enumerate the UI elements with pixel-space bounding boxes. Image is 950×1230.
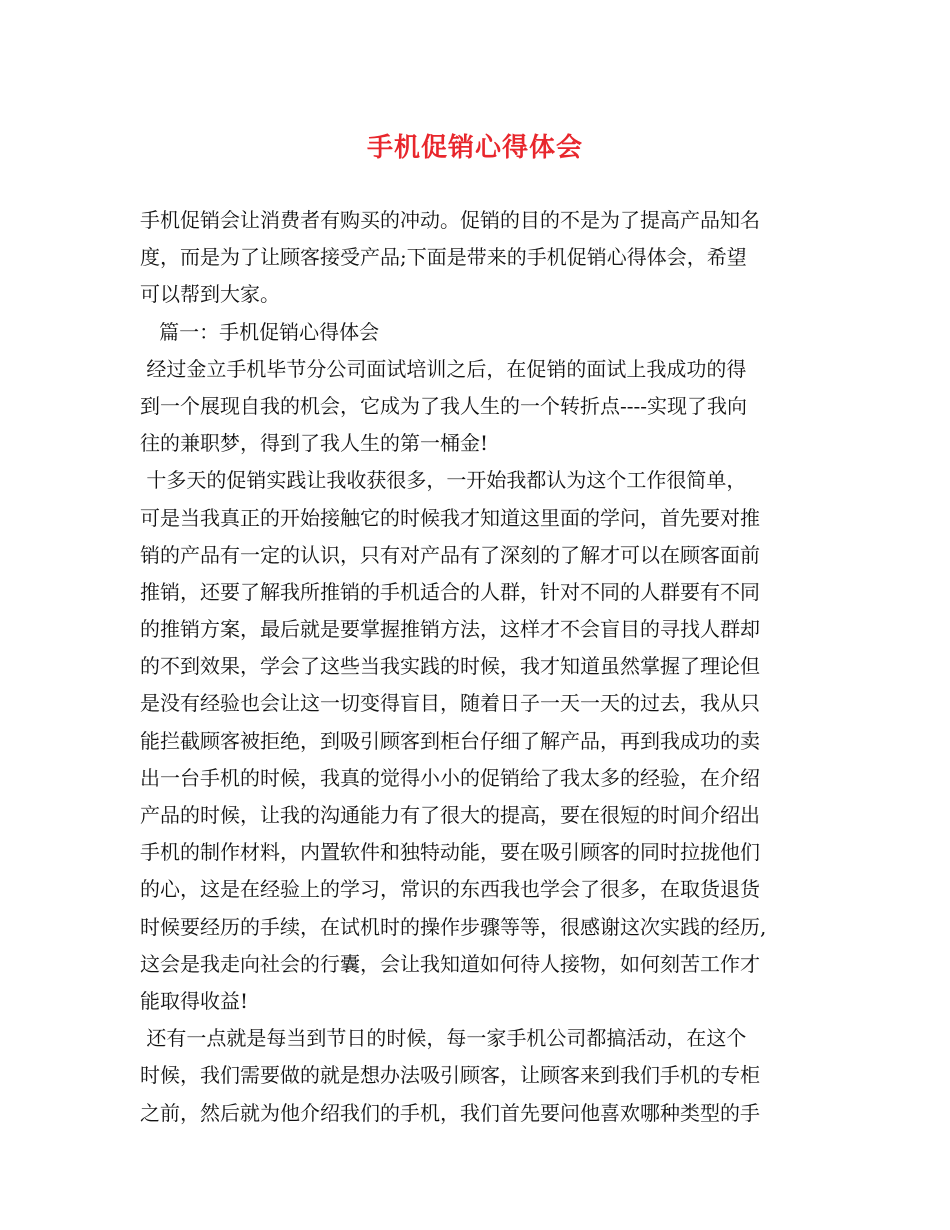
text-line: 的推销方案，最后就是要掌握推销方法，这样才不会盲目的寻找人群却 [140, 617, 760, 642]
section-heading: 篇一：手机促销心得体会 [140, 319, 380, 344]
text-line: 往的兼职梦，得到了我人生的第一桶金! [140, 431, 489, 456]
text-line: 产品的时候，让我的沟通能力有了很大的提高，要在很短的时间介绍出 [140, 803, 760, 827]
text-line: 度，而是为了让顾客接受产品;下面是带来的手机促销心得体会，希望 [140, 245, 747, 270]
text-line: 的心，这是在经验上的学习，常识的东西我也学会了很多，在取货退货 [140, 877, 760, 902]
text-line: 的不到效果，学会了这些当我实践的时候，我才知道虽然掌握了理论但 [140, 654, 760, 679]
text-line: 能取得收益! [140, 988, 249, 1013]
text-line: 还有一点就是每当到节日的时候，每一家手机公司都搞活动，在这个 [140, 1026, 747, 1051]
text-line: 能拦截顾客被拒绝，到吸引顾客到柜台仔细了解产品，再到我成功的卖 [140, 728, 760, 753]
text-line: 时候要经历的手续，在试机时的操作步骤等等，很感谢这次实践的经历, [140, 914, 767, 939]
text-line: 出一台手机的时候，我真的觉得小小的促销给了我太多的经验，在介绍 [140, 765, 760, 790]
text-line: 推销，还要了解我所推销的手机适合的人群，针对不同的人群要有不同 [140, 579, 760, 604]
document-body [140, 202, 820, 1132]
text-line: 时候，我们需要做的就是想办法吸引顾客，让顾客来到我们手机的专柜 [140, 1063, 760, 1088]
text-line: 手机促销会让消费者有购买的冲动。促销的目的不是为了提高产品知名 [140, 208, 760, 232]
document-title: 手机促销心得体会 [366, 133, 583, 163]
text-line: 之前，然后就为他介绍我们的手机，我们首先要问他喜欢哪种类型的手 [140, 1100, 760, 1125]
text-line: 是没有经验也会让这一切变得盲目，随着日子一天一天的过去，我从只 [140, 691, 760, 716]
text-line: 经过金立手机毕节分公司面试培训之后，在促销的面试上我成功的得 [140, 356, 747, 381]
text-line: 到一个展现自我的机会，它成为了我人生的一个转折点----实现了我向 [140, 393, 748, 418]
text-line: 手机的制作材料，内置软件和独特动能，要在吸引顾客的同时拉拢他们 [140, 840, 760, 865]
text-line: 可是当我真正的开始接触它的时候我才知道这里面的学问，首先要对推 [140, 505, 760, 530]
text-line: 这会是我走向社会的行囊，会让我知道如何待人接物，如何刻苦工作才 [140, 951, 760, 976]
text-line: 十多天的促销实践让我收获很多，一开始我都认为这个工作很简单， [140, 468, 747, 493]
text-line: 销的产品有一定的认识，只有对产品有了深刻的了解才可以在顾客面前 [140, 542, 760, 567]
text-line: 可以帮到大家。 [140, 282, 280, 307]
